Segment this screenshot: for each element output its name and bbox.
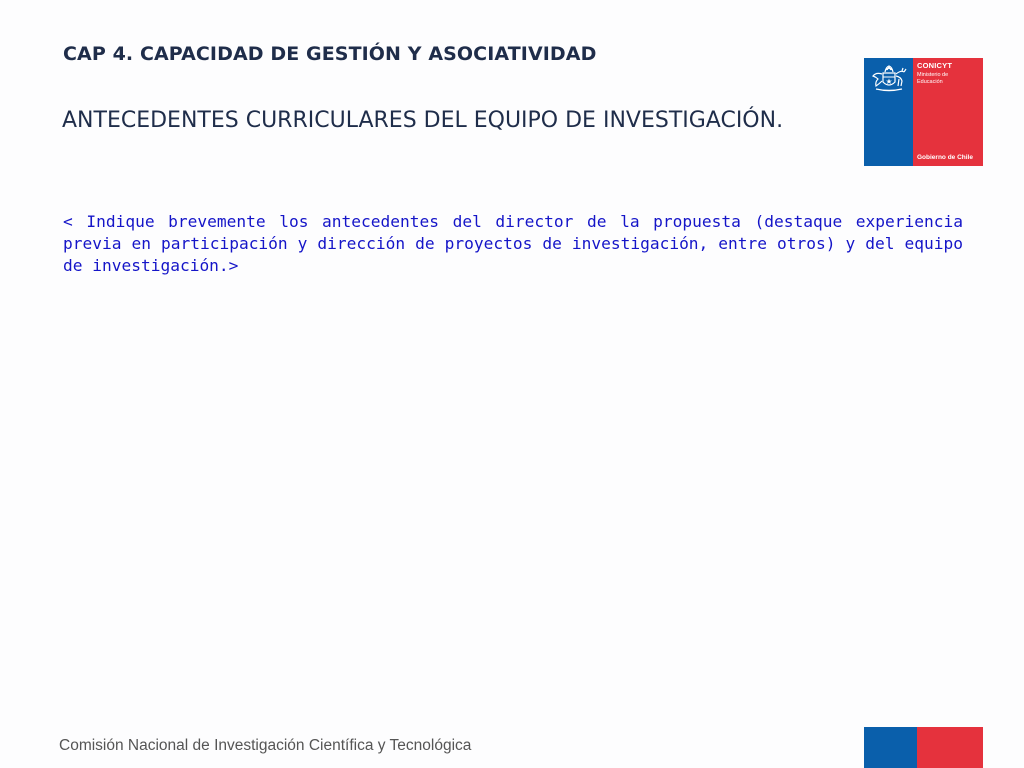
- logo-ministry-text: Educación: [917, 79, 943, 85]
- footer-color-bar: [864, 727, 983, 768]
- logo-ministry-text: Ministerio de: [917, 72, 949, 78]
- logo-blue-panel: [864, 58, 913, 166]
- conicyt-logo: [864, 58, 983, 166]
- chapter-title: CAP 4. CAPACIDAD DE GESTIÓN Y ASOCIATIVIDAD: [63, 43, 597, 65]
- section-title: ANTECEDENTES CURRICULARES DEL EQUIPO DE INVESTIGACIÓN.: [62, 108, 784, 133]
- instruction-text: < Indique brevemente los antecedentes del director de la propuesta (destaque experiencia previa en participación y dirección de proyectos de investigación, entre otros) y del equipo de investigación.>: [63, 212, 963, 275]
- footer-bar-blue: [864, 727, 917, 768]
- logo-red-panel: [913, 58, 983, 166]
- logo-brand-text: CONICYT: [917, 61, 953, 70]
- footer-bar-red: [917, 727, 983, 768]
- chile-coat-of-arms-icon: [868, 64, 910, 94]
- footer-organization-name: Comisión Nacional de Investigación Científica y Tecnológica: [59, 737, 472, 754]
- logo-government-text: Gobierno de Chile: [917, 154, 973, 161]
